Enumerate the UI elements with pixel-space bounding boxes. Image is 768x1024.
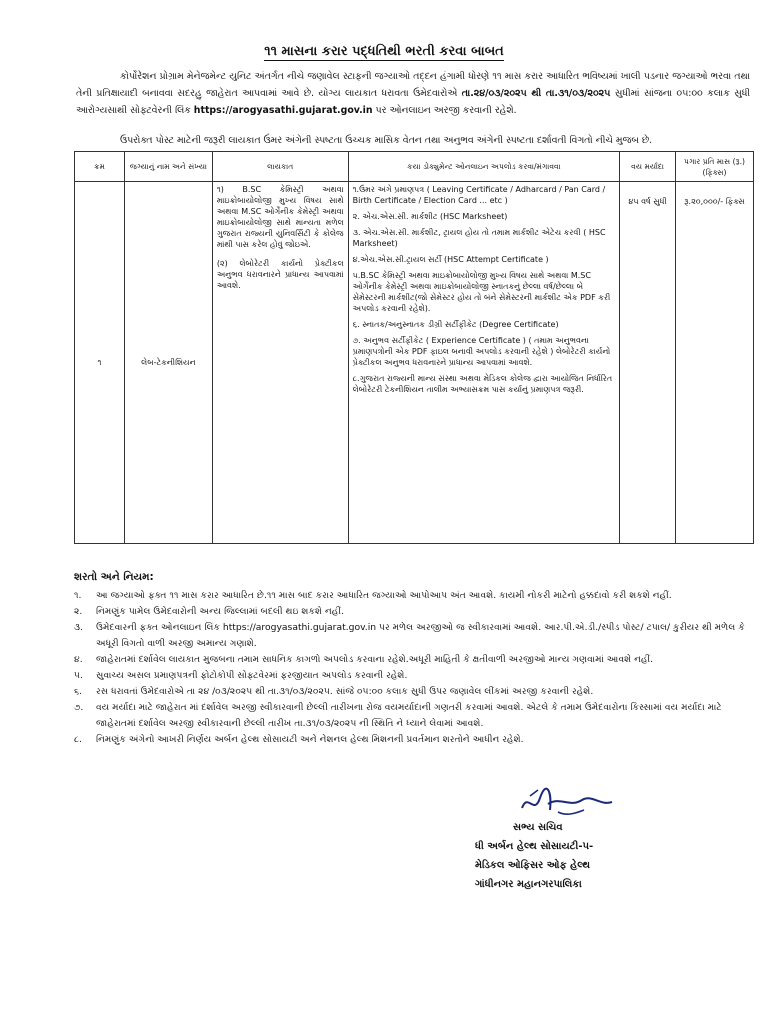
header-post: જગ્યાનું નામ અને સંખ્યા (124, 152, 212, 182)
qualification-item: (૨) લેબોરેટરી કાર્યનો પ્રેક્ટીકલ અનુભવ ધરાવનારને પ્રાધાન્ય આપવામાં આવશે. (216, 259, 344, 290)
intro-text: કોર્પોરેશન પ્રોગ્રામ મેનેજમેન્ટ યુનિટ અંતર્ગત નીચે જણાવેલ સ્ટાફની જગ્યાઓ તદ્દન હંગામી ધોરણે ૧૧ માસ કરાર આધારિત ભવિષ્યમાં ખાલી પડનાર જગ્યાઓ ભરવા તથા તેની પ્રતિક્ષાયાદી બનાવવા સદરહુ જાહેરાત આપવામાં આવે છે. યોગ્ય લાયકાત ધરાવતા ઉમેદવારોએ (76, 71, 750, 99)
condition-item: ૮. નિમણુંક અંગેનો આખરી નિર્ણય અર્બન હેલ્થ સોસાયટી અને નેશનલ હેલ્થ મિશનની પ્રવર્તમાન શરતોને આધીન રહેશે. (74, 734, 524, 745)
condition-item: ૧. આ જગ્યાઓ ફક્ત ૧૧ માસ કરાર આધારિત છે.૧૧ માસ બાદ કરાર આધારિત જગ્યાઓ આપોઆપ અંત આવશે. કાયમી નોકરી માટેનો હક્કદાવો કરી શકશે નહીં. (74, 590, 672, 601)
condition-item: ૪. જાહેરાતમાં દર્શાવેલ લાયકાત મુજબના તમામ સાધનિક કાગળો અપલોડ કરવાના રહેશે.અધૂરી માહિતી કે ક્ષતીવાળી અરજીઓ માન્ય ગણવામાં આવશે નહીં. (74, 654, 654, 665)
document-item: ૭. અનુભવ સર્ટીફીકેટ ( Experience Certificate ) ( તમામ અનુભવના પ્રમાણપત્રોની એક PDF ફાઇલ બનાવી અપલોડ કરવાની રહેશે ) લેબોરેટરી કાર્યનો પ્રેક્ટીકલ અનુભવ ધરાવનારને પ્રાધાન્ય આપવામાં આવશે. (352, 336, 611, 367)
condition-item: ૬. રસ ધરાવતાં ઉમેદવારોએ તા ૨૪ /૦૩/૨૦૨૫ થી તા.૩૧/૦૩/૨૦૨૫. સાંજે ૦૫:૦૦ કલાક સુધી ઉપર જણાવેલ લીંકમાં અરજી કરવાની રહેશે. (74, 686, 594, 697)
row-salary: રૂ.૨૦,૦૦૦/- ફિક્સ (676, 182, 754, 544)
intro-text-3: પર ઓનલાઇન અરજી કરવાની રહેશે. (375, 105, 517, 116)
conditions-list (74, 588, 758, 748)
table-row (75, 182, 754, 544)
page-title: ૧૧ માસના કરાર પદ્ધતિથી ભરતી કરવા બાબત (264, 44, 504, 59)
table-header-row (75, 152, 754, 182)
document-item: ૪.એચ.એસ.સી.ટ્રાયલ સર્ટી (HSC Attempt Certificate ) (352, 255, 549, 264)
document-item: ૧.ઉંમર અંગે પ્રમાણપત્ર ( Leaving Certificate / Adharcard / Pan Card / Birth Certificate / Election Card ... etc ) (352, 185, 606, 205)
recruitment-table (74, 151, 754, 544)
header-age: વય મર્યાદા (620, 152, 676, 182)
signoff-organization: ધી અર્બન હેલ્થ સોસાયટી-૫- (475, 841, 594, 852)
intro-date-range: તા.૨૪/૦૩/૨૦૨૫ થી તા.૩૧/૦૩/૨૦૨૫ (461, 88, 611, 99)
document-item: ૨. એચ.એસ.સી. માર્કશીટ (HSC Marksheet) (352, 212, 508, 221)
header-salary: પગાર પ્રતિ માસ (રૂ.) (ફિક્સ) (676, 152, 754, 182)
signoff-block (475, 818, 593, 894)
conditions-title: શરતો અને નિયમ: (74, 571, 154, 583)
row-documents (348, 182, 620, 544)
header-qualification: લાયકાત (212, 152, 348, 182)
intro-link[interactable]: https://arogyasathi.gujarat.gov.in (193, 105, 373, 116)
row-age: ૪૫ વર્ષ સુધી (620, 182, 676, 544)
signoff-designation: સભ્ય સચિવ (513, 822, 563, 833)
condition-item: ૫. સુવાચ્ય અસલ પ્રમાણપત્રની ફોટોકોપી સોફ્ટવેરમાં ફરજીયાત અપલોડ કરવાની રહેશે. (74, 670, 408, 681)
qualification-item: ૧) B.SC કેમિસ્ટ્રી અથવા માઇક્રોબાયોલોજી મુખ્ય વિષય સાથે અથવા M.SC ઓર્ગેનીક કેમેસ્ટ્રી અથવા માઇક્રોબાયોલોજી સાથે માન્યતા મળેલ ગુજરાત રાજ્યની યુનિવર્સિટી કે કોલેજ માંથી પાસ કરેલ હોવું જોઇએ. (216, 185, 344, 249)
intro-text-2: સુધીમાં સાંજના ૦૫:૦૦ કલાક સુધી આરોગ્યસાથી સોફ્ટવેરની લિંક (76, 88, 751, 116)
row-serial: ૧ (75, 182, 125, 544)
signoff-corporation: ગાંધીનગર મહાનગરપાલિકા (475, 879, 582, 890)
signature (500, 786, 740, 820)
row-qualification (212, 182, 348, 544)
document-item: ૫.B.SC કેમિસ્ટ્રી અથવા માઇક્રોબાયોલોજી મુખ્ય વિષય સાથે અથવા M.SC ઓર્ગેનીક કેમેસ્ટ્રી અથવા માઇક્રોબાયોલોજી સ્નાતકનું છેલ્લા વર્ષ/છેલ્લા બે સેમેસ્ટરની માર્કશીટ(જો સેમેસ્ટર હોય તો બંને સેમેસ્ટરની માર્કશીટ એક PDF કરી અપલોડ કરવાની રહેશે). (352, 271, 611, 313)
document-item: ૬. સ્નાતક/અનુસ્નાતક ડીગ્રી સર્ટીફીકેટ (Degree Certificate) (352, 320, 559, 329)
header-serial: ક્રમ (75, 152, 125, 182)
intro-paragraph-2: ઉપરોક્ત પોસ્ટ માટેની જરૂરી લાયકાત ઉંમર અંગેની સ્પષ્ટતા ઉચ્ચક માસિક વેતન તથા અનુભવ અંગેની સ્પષ્ટતા દર્શાવતી વિગતો નીચે મુજબ છે. (120, 135, 653, 146)
condition-item: ૭. વય મર્યાદા માટે જાહેરાત માં દર્શાવેલ અરજી સ્વીકારવાની છેલ્લી તારીખના રોજ વયમર્યાદાની ગણતરી કરવામાં આવશે. એટલે કે તમામ ઉમેદવારોના કિસ્સામાં વય મર્યાદા માટે જાહેરાતમાં દર્શાવેલ અરજી સ્વીકારવાની છેલ્લી તારીખ તા.૩૧/૦૩/૨૦૨૫ ની સ્થિતિ ને ધ્યાને લેવામાં આવશે. (74, 702, 722, 729)
signoff-officer: મેડિકલ ઓફિસર ઓફ હેલ્થ (475, 860, 591, 871)
document-item: ૩. એચ.એસ.સી. માર્કશીટ, ટ્રાયલ હોય તો તમામ માર્કશીટ એટેચ કરવી ( HSC Marksheet) (352, 228, 606, 248)
document-item: ૮.ગુજરાત રાજ્યની માન્ય સંસ્થા અથવા મેડિકલ કોલેજ દ્વારા આયોજિત નિર્ધારિત લેબોરેટરી ટેકનીશિયન તાલીમ અભ્યાસક્રમ પાસ કર્યાનું પ્રમાણપત્ર જરૂરી. (352, 374, 613, 394)
row-post: લેબ-ટેકનીશિયન (124, 182, 212, 544)
header-documents: કયા ડોક્યુમેન્ટ ઓનલાઇન અપલોડ કરવા/મંગાવવા (348, 152, 620, 182)
condition-item: ૨. નિમણુંક પામેલ ઉમેદવારોની અન્ય જિલ્લામાં બદલી થઇ શકશે નહીં. (74, 606, 344, 617)
intro-paragraph (76, 68, 750, 119)
condition-item: ૩. ઉમેદવારની ફક્ત ઓનલાઇન લિંક https://arogyasathi.gujarat.gov.in પર મળેલ અરજીઓ જ સ્વીકારવામાં આવશે. આર.પી.એ.ડી./સ્પીડ પોસ્ટ/ ટપાલ/ કુરીયર થી મળેલ કે અધૂરી વિગતો વાળી અરજી અમાન્ય ગણાશે. (74, 622, 745, 649)
